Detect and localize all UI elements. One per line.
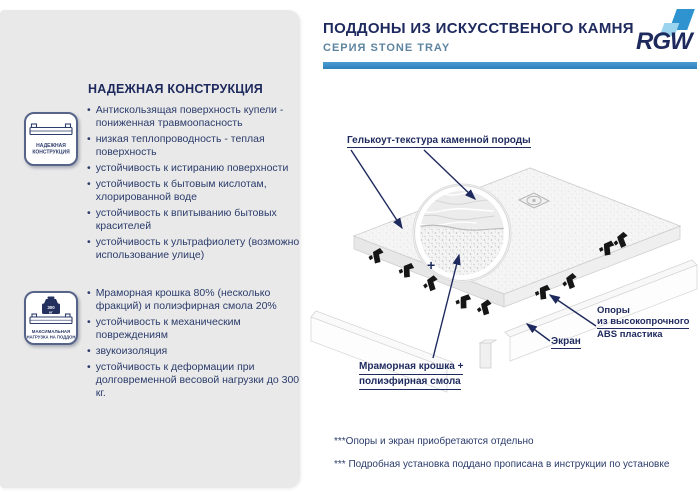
feature-list-construction bbox=[87, 104, 301, 265]
badge-label-line2: КОНСТРУКЦИЯ bbox=[32, 149, 70, 156]
weight-on-tray-icon bbox=[26, 293, 76, 343]
max-load-badge bbox=[24, 291, 78, 345]
callout-screen-label: Экран bbox=[551, 336, 581, 347]
list-item: • устойчивость к истиранию поверхности bbox=[87, 162, 301, 175]
list-item: • устойчивость к впитыванию бытовых красителей bbox=[87, 207, 301, 233]
badge-label-line1: МАКСИМАЛЬНАЯ bbox=[31, 329, 71, 334]
page-title: ПОДДОНЫ ИЗ ИСКУССТВЕНОГО КАМНЯ bbox=[323, 20, 634, 37]
callout-gelcoat-label: Гелькоут-текстура каменной породы bbox=[347, 135, 531, 146]
weight-unit-label: кг bbox=[49, 309, 53, 315]
list-item: • низкая теплопроводность - теплая поверхность bbox=[87, 133, 301, 159]
badge-label-line1: НАДЕЖНАЯ bbox=[36, 143, 66, 149]
feature-list-material bbox=[87, 287, 301, 403]
footnote-supports-screen: ***Опоры и экран приобретаются отдельно bbox=[334, 436, 534, 447]
reliable-construction-badge bbox=[24, 112, 78, 166]
header-rule bbox=[323, 62, 697, 69]
features-heading: НАДЕЖНАЯ КОНСТРУКЦИЯ bbox=[88, 82, 263, 96]
plus-marker: + bbox=[427, 257, 436, 273]
series-subtitle: СЕРИЯ STONE TRAY bbox=[323, 42, 451, 54]
logo-text: RGW bbox=[636, 28, 692, 55]
footnote-installation: *** Подробная установка поддано прописана в инструкции по установке bbox=[334, 459, 670, 470]
list-item: • Антискользящая поверхность купели - пониженная травмоопасность bbox=[87, 104, 301, 130]
list-item: • звукоизоляция bbox=[87, 345, 301, 358]
list-item: • устойчивость к ультрафиолету (возможно использование улице) bbox=[87, 236, 301, 262]
callout-marble-label: Мраморная крошка + полиэфирная смола bbox=[359, 360, 463, 390]
list-item: • устойчивость к деформации при долговременной весовой нагрузки до 300 кг. bbox=[87, 361, 301, 400]
list-item: • устойчивость к механическим повреждениям bbox=[87, 316, 301, 342]
callout-supports-label: Опоры из высокопрочного ABS пластика bbox=[597, 305, 690, 340]
list-item: • Мраморная крошка 80% (несколько фракций) и полиэфирная смола 20% bbox=[87, 287, 301, 313]
tray-cross-section-icon bbox=[26, 114, 76, 164]
weight-value-label: 300 bbox=[47, 305, 55, 310]
rgw-logo bbox=[636, 8, 700, 58]
list-item: • устойчивость к бытовым кислотам, хлорированной воде bbox=[87, 178, 301, 204]
support-block bbox=[480, 340, 496, 368]
badge-label-line2: НАГРУЗКА НА ПОДДОН bbox=[26, 334, 76, 340]
